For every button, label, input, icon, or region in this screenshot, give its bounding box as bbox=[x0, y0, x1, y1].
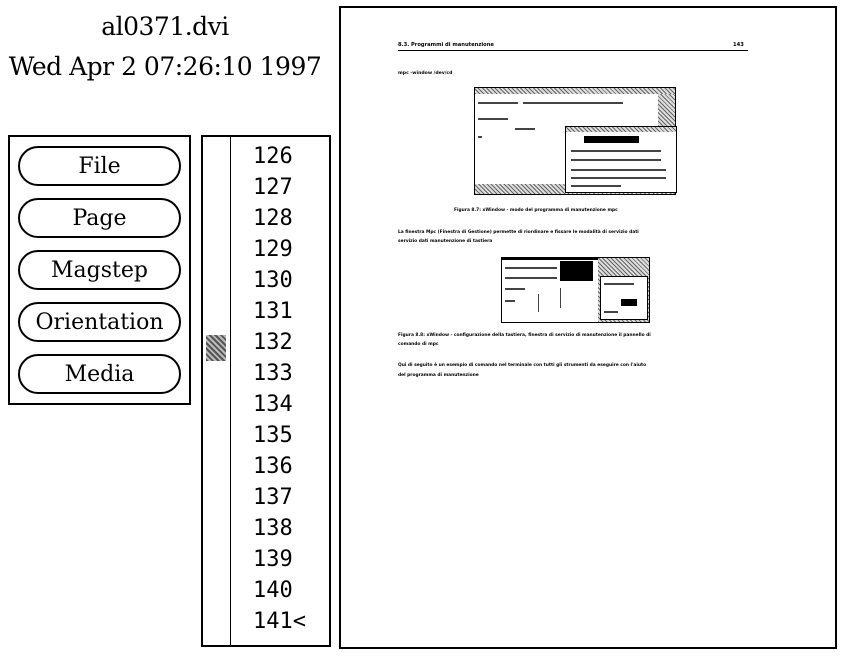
doc-paragraph-2b: del programma di manutenzione bbox=[398, 373, 479, 378]
scrollbar-thumb[interactable] bbox=[206, 335, 226, 361]
page-list-item[interactable]: 137 bbox=[253, 485, 293, 510]
figure-screenshot-1 bbox=[474, 87, 676, 195]
doc-header-right: 143 bbox=[733, 42, 744, 48]
file-button[interactable]: File bbox=[18, 146, 181, 186]
page-list-item[interactable]: 131 bbox=[253, 299, 293, 324]
page-list-item[interactable]: 127 bbox=[253, 175, 293, 200]
doc-paragraph-1: La finestra Mpc (Finestra di Gestione) permette di riordinare e fissare le modalità di servizio dati bbox=[398, 230, 639, 235]
page-list-item[interactable]: 133 bbox=[253, 361, 293, 386]
header-rule bbox=[398, 50, 748, 51]
page-list[interactable] bbox=[230, 135, 331, 647]
page-button[interactable]: Page bbox=[18, 198, 181, 238]
page-list-item-current[interactable]: 141< bbox=[253, 609, 306, 634]
page-list-item[interactable]: 139 bbox=[253, 547, 293, 572]
doc-header-left: 8.3. Programmi di manutenzione bbox=[398, 42, 494, 48]
figure-caption-1: Figura 8.7: xWindow - modo del programma di manutenzione mpc bbox=[454, 208, 618, 213]
menu-panel bbox=[8, 135, 191, 405]
figure-caption-2: Figura 8.8: xWindow - configurazione della tastiera, finestra di servizio di manutenzione il pannello di bbox=[398, 333, 651, 338]
magstep-button[interactable]: Magstep bbox=[18, 250, 181, 290]
page-list-item[interactable]: 126 bbox=[253, 144, 293, 169]
page-list-item[interactable]: 128 bbox=[253, 206, 293, 231]
page-list-item[interactable]: 135 bbox=[253, 423, 293, 448]
page-list-item[interactable]: 130 bbox=[253, 268, 293, 293]
doc-paragraph-1b: servizio dati manutenzione di tastiera bbox=[398, 239, 493, 244]
figure-caption-2b: comando di mpc bbox=[398, 342, 439, 347]
doc-heading: mpc -window /dev/cd bbox=[398, 71, 453, 76]
file-timestamp: Wed Apr 2 07:26:10 1997 bbox=[8, 52, 322, 81]
file-title: al0371.dvi bbox=[101, 12, 229, 41]
doc-paragraph-2: Qui di seguito è un esempio di comando nel terminale con tutti gli strumenti da eseguire con l'aiuto bbox=[398, 363, 647, 368]
figure-screenshot-2 bbox=[501, 257, 650, 323]
page-list-item[interactable]: 129 bbox=[253, 237, 293, 262]
page-list-item[interactable]: 138 bbox=[253, 516, 293, 541]
media-button[interactable]: Media bbox=[18, 354, 181, 394]
page-list-item[interactable]: 134 bbox=[253, 392, 293, 417]
page-list-item[interactable]: 140 bbox=[253, 578, 293, 603]
page-list-item[interactable]: 136 bbox=[253, 454, 293, 479]
orientation-button[interactable]: Orientation bbox=[18, 302, 181, 342]
page-list-item[interactable]: 132 bbox=[253, 330, 293, 355]
page-preview[interactable] bbox=[339, 6, 837, 649]
page-scrollbar[interactable] bbox=[201, 135, 231, 647]
